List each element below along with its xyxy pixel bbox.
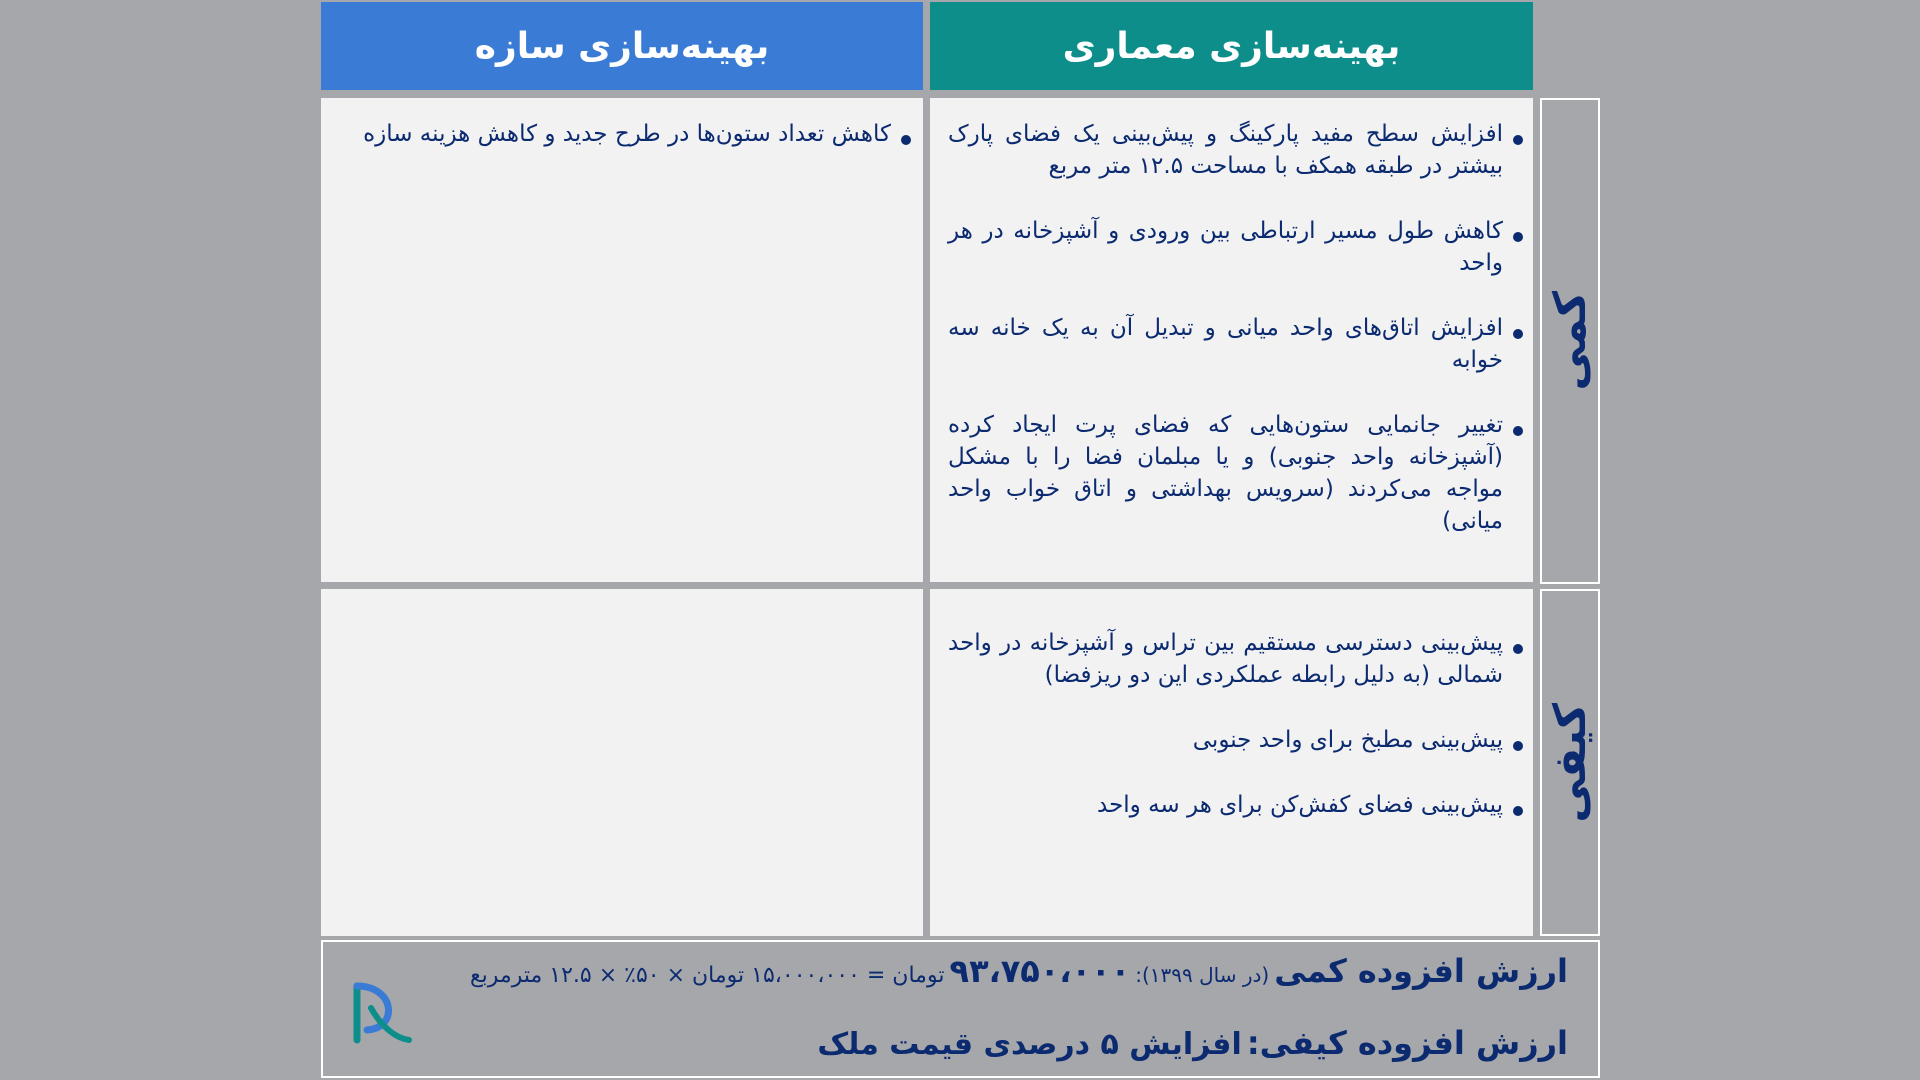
list-item: پیش‌بینی فضای کفش‌کن برای هر سه واحد [948,789,1525,821]
list-item: افزایش اتاق‌های واحد میانی و تبدیل آن به یک خانه سه خوابه [948,312,1525,376]
quantitative-value-amount: ۹۳،۷۵۰،۰۰۰ [949,952,1131,990]
company-logo-icon [347,978,417,1048]
quantitative-value-note: (در سال ۱۳۹۹): [1135,963,1270,987]
structure-quantitative-list [329,118,913,183]
qualitative-value-text: افزایش ۵ درصدی قیمت ملک [817,1027,1242,1062]
header-architecture-label: بهینه‌سازی معماری [1062,25,1401,67]
header-structure-optimization [321,2,923,90]
qualitative-value-label: ارزش افزوده کیفی: [1246,1024,1568,1062]
list-item: کاهش تعداد ستون‌ها در طرح جدید و کاهش هزینه سازه [329,118,913,150]
list-item: کاهش طول مسیر ارتباطی بین ورودی و آشپزخانه در هر واحد [948,215,1525,279]
architecture-quantitative-list [948,118,1525,570]
architecture-quantitative-panel [930,98,1533,582]
side-label-quantitative: کمی [1544,291,1596,391]
list-item: پیش‌بینی دسترسی مستقیم بین تراس و آشپزخانه در واحد شمالی (به دلیل رابطه عملکردی این دو ریزفضا) [948,627,1525,691]
quantitative-value-formula: تومان = ۱۵،۰۰۰،۰۰۰ تومان × ۵۰٪ × ۱۲.۵ مترمربع [469,963,945,988]
side-label-qualitative: کیفی [1544,702,1596,823]
structure-qualitative-panel [321,589,923,936]
architecture-qualitative-panel [930,589,1533,936]
architecture-qualitative-list [948,627,1525,854]
quantitative-value-label: ارزش افزوده کمی [1274,952,1568,990]
quantitative-value-line [470,952,1568,990]
structure-quantitative-panel [321,98,923,582]
header-structure-label: بهینه‌سازی سازه [474,25,770,67]
list-item: پیش‌بینی مطبخ برای واحد جنوبی [948,724,1525,756]
side-tab-qualitative [1540,589,1600,936]
value-added-footer [321,940,1600,1078]
side-tab-quantitative [1540,98,1600,584]
list-item: تغییر جانمایی ستون‌هایی که فضای پرت ایجاد کرده (آشپزخانه واحد جنوبی) و یا مبلمان فضا را با مشکل مواجه می‌کردند (سرویس بهداشتی و اتاق خواب واحد میانی) [948,409,1525,537]
qualitative-value-line [817,1024,1568,1062]
list-item: افزایش سطح مفید پارکینگ و پیش‌بینی یک فضای پارک بیشتر در طبقه همکف با مساحت ۱۲.۵ متر مربع [948,118,1525,182]
header-architecture-optimization [930,2,1533,90]
